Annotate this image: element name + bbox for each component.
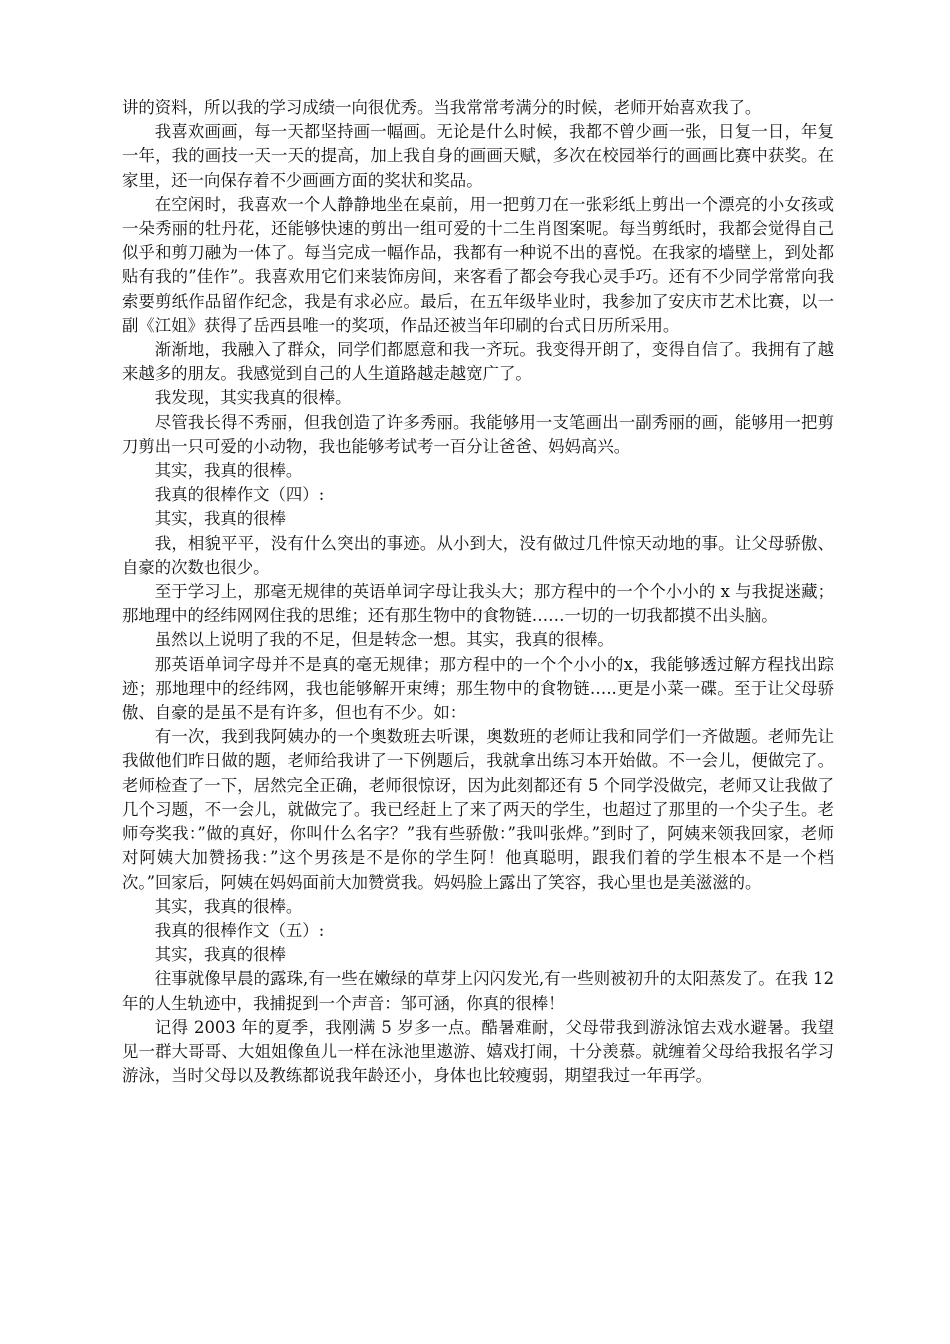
essay-title-five: 其实，我真的很棒 — [154, 945, 286, 965]
essay-heading-four: 我真的很棒作文（四）: — [154, 485, 325, 505]
document-page — [122, 96, 834, 1088]
paragraph-papercut: 在空闲时，我喜欢一个人静静地坐在桌前，用一把剪刀在一张彩纸上剪出一个漂亮的小女孩或一朵秀丽的牡丹花，还能够快速的剪出一组可爱的十二生肖图案呢。每当剪纸时，我都会觉得自己似乎和剪刀融为一体了。每当完成一幅作品，我都有一种说不出的喜悦。在我家的墙壁上，到处都贴有我的”佳作”。我喜欢用它们来装饰房间，来客看了都会夸我心灵手巧。还有不少同学常常向我索要剪纸作品留作纪念，我是有求必应。最后，在五年级毕业时，我参加了安庆市艺术比赛，以一副《江姐》获得了岳西县唯一的奖项，作品还被当年印刷的台式日历所采用。 — [122, 194, 834, 335]
paragraph-turnaround: 虽然以上说明了我的不足，但是转念一想。其实，我真的很棒。 — [154, 630, 614, 650]
paragraph-discovery: 我发现，其实我真的很棒。 — [154, 388, 352, 408]
paragraph-study-solved: 那英语单词字母并不是真的毫无规律；那方程中的一个个小小的x，我能够透过解方程找出踪迹；那地理中的经纬网，我也能够解开束缚；那生物中的食物链…..更是小菜一碟。至于让父母骄傲、自豪的是虽不是有许多，但也有不少。如： — [122, 654, 834, 723]
paragraph-swimming: 记得 2003 年的夏季，我刚满 5 岁多一点。酷暑难耐，父母带我到游泳馆去戏水避暑。我望见一群大哥哥、大姐姐像鱼儿一样在泳池里遨游、嬉戏打闹，十分羡慕。就缠着父母给我报名学习游泳，当时父母以及教练都说我年龄还小，身体也比较瘦弱，期望我过一年再学。 — [122, 1017, 834, 1086]
paragraph-conclusion: 其实，我真的很棒。 — [154, 461, 303, 481]
paragraph-painting: 我喜欢画画，每一天都坚持画一幅画。无论是什么时候，我都不曾少画一张，日复一日，年复一年，我的画技一天一天的提高，加上我自身的画画天赋，多次在校园举行的画画比赛中获奖。在家里，还一向保存着不少画画方面的奖状和奖品。 — [122, 122, 834, 190]
paragraph-study-problems: 至于学习上，那毫无规律的英语单词字母让我头大；那方程中的一个个小小的 x 与我捉迷藏；那地理中的经纬网网住我的思维；还有那生物中的食物链……一切的一切我都摸不出头脑。 — [122, 582, 834, 626]
paragraph-beauty: 尽管我长得不秀丽，但我创造了许多秀丽。我能够用一支笔画出一副秀丽的画，能够用一把剪刀剪出一只可爱的小动物，我也能够考试考一百分让爸爸、妈妈高兴。 — [122, 412, 834, 456]
paragraph-ordinary: 我，相貌平平，没有什么突出的事迹。从小到大，没有做过几件惊天动地的事。让父母骄傲、自豪的次数也很少。 — [122, 533, 834, 577]
paragraph-math-class: 有一次，我到我阿姨办的一个奥数班去听课，奥数班的老师让我和同学们一齐做题。老师先让我做他们昨日做的题，老师给我讲了一下例题后，我就拿出练习本开始做。不一会儿，便做完了。老师检查了一下，居然完全正确，老师很惊讶，因为此刻都还有 5 个同学没做完，老师又让我做了几个习题，不一会儿，就做完了。我已经赶上了来了两天的学生，也超过了那里的一个尖子生。老师夸奖我：”做的真好，你叫什么名字？”我有些骄傲：”我叫张烨。”到时了，阿姨来领我回家，老师对阿姨大加赞扬我：”这个男孩是不是你的学生阿！他真聪明，跟我们着的学生根本不是一个档次。”回家后，阿姨在妈妈面前大加赞赏我。妈妈脸上露出了笑容，我心里也是美滋滋的。 — [122, 727, 834, 892]
paragraph-friends: 渐渐地，我融入了群众，同学们都愿意和我一齐玩。我变得开朗了，变得自信了。我拥有了越来越多的朋友。我感觉到自己的人生道路越走越宽广了。 — [122, 340, 834, 384]
essay-heading-five: 我真的很棒作文（五）: — [154, 920, 325, 940]
paragraph-conclusion-four: 其实，我真的很棒。 — [154, 896, 303, 916]
essay-title-four: 其实，我真的很棒 — [154, 509, 286, 529]
paragraph-dewdrops: 往事就像早晨的露珠,有一些在嫩绿的草芽上闪闪发光,有一些则被初升的太阳蒸发了。在我 12 年的人生轨迹中，我捕捉到一个声音：邹可涵，你真的很棒！ — [122, 969, 834, 1013]
paragraph-continuation: 讲的资料，所以我的学习成绩一向很优秀。当我常常考满分的时候，老师开始喜欢我了。 — [122, 98, 762, 117]
